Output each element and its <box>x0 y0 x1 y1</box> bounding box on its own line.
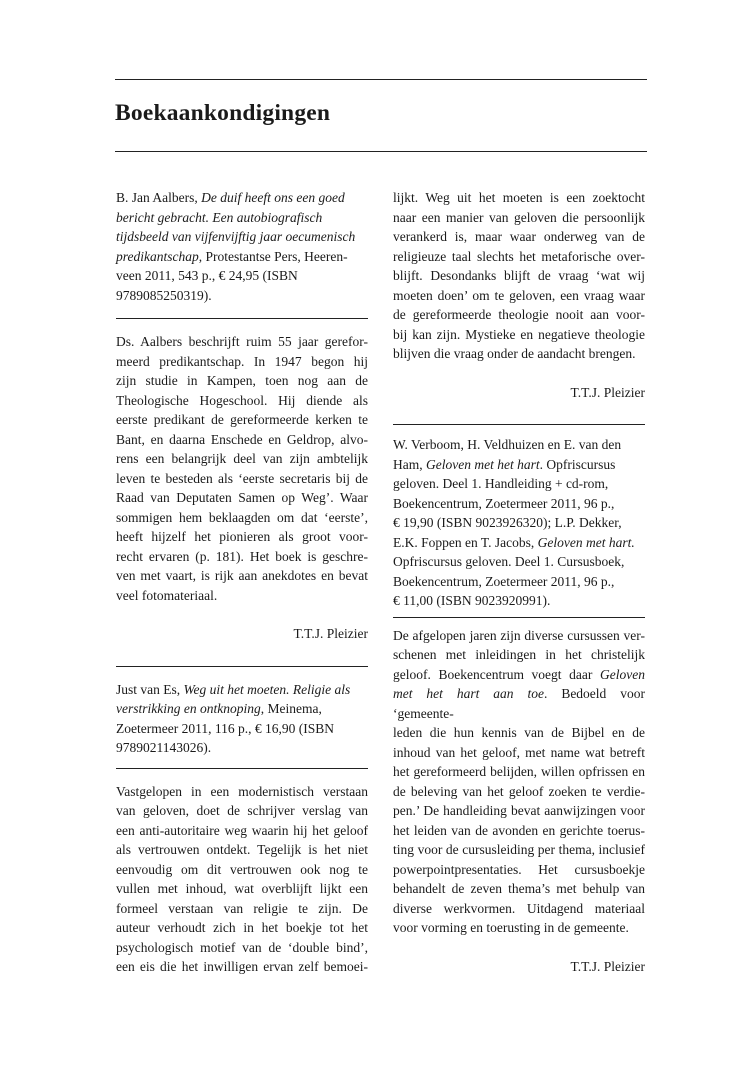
divider <box>116 666 368 667</box>
citation-verboom: W. Verboom, H. Veldhuizen en E. van den Ham, Geloven met het hart. Opfriscursus geloven. Deel 1. Handleiding + cd-rom, Boekencentrum, Zoetermeer 2011, 96 p., € 19,90 (ISBN 9023926320); L.P. Dekker, E.K. Foppen en T. Jacobs, Geloven met hart. Opfriscursus geloven. Deel 1. Cursusboek, Boekencentrum, Zoetermeer 2011, 96 p., € 11,00 (ISBN 9023920991). <box>393 437 635 608</box>
divider <box>116 768 368 769</box>
citation-van-es: Just van Es, Weg uit het moeten. Religie als verstrikking en ontknoping, Meinema, Zoetermeer 2011, 116 p., € 16,90 (ISBN 9789021143026). <box>116 681 351 755</box>
review-body-van-es-continued: lijkt. Weg uit het moeten is een zoektocht naar een manier van geloven die persoonlijk verankerd is, maar waar onderweg van de religieuze taal slechts het metaforische over- blijft. Desondanks blijft de vraag ‘wat wij moeten doen’ om te geloven, een vraag waar de gereformeerde theologie nooit aan voor- bij kan zijn. Mystieke en negatieve theologie blijven die vraag onder de aandacht brengen. <box>393 190 645 361</box>
title-rule <box>115 151 647 152</box>
signature: T.T.J. Pleizier <box>570 958 645 974</box>
signature: T.T.J. Pleizier <box>570 384 645 400</box>
review-body-van-es: Vastgelopen in een modernistisch verstaan van geloven, doet de schrijver verslag van een anti-autoritaire weg waarin hij het geloof als vertrouwen ontdekt. Tegelijk is het niet eenvoudig om dit vertrouwen ook nog te vullen met inhoud, wat overblijft lijkt een formeel verstaan van religie te zijn. De auteur verhoudt zich in het boekje tot het psychologisch motief van de ‘double bind’, een eis die het inwilligen ervan zelf bemoei- <box>116 783 368 974</box>
left-column <box>116 188 368 977</box>
signature: T.T.J. Pleizier <box>293 626 368 641</box>
divider <box>393 617 645 618</box>
divider <box>116 318 368 319</box>
review-body-verboom: De afgelopen jaren zijn diverse cursussen ver- schenen met inleidingen in het christelijk geloof. Boekencentrum voegt daar Geloven met het hart aan toe. Bedoeld voor ‘gemeente- leden die hun kennis van de Bijbel en de inhoud van het geloof, met name wat betreft het gereformeerd belijden, willen opfrissen en de beleving van het geloof zoeken te verdie- pen.’ De handleiding bevat aanwijzingen voor het leiden van de avonden en gerichte toerus- ting voor de cursusleiding per thema, inclusief powerpointpresentaties. Het cursusboekje behandelt de zeven thema’s met behulp van diverse werkvormen. Uitdagend materiaal voor vorming en toerusting in de gemeente. <box>393 627 645 935</box>
right-column <box>393 188 645 976</box>
page-title: Boekaankondigingen <box>115 100 331 126</box>
review-body-aalbers: Ds. Aalbers beschrijft ruim 55 jaar gerefor- meerd predikantschap. In 1947 begon hij zijn studie in Kampen, toen nog aan de Theologische Hogeschool. Hij diende als eerste predikant de gereformeerde kerken te Bant, en daarna Enschede en Geldrop, alvo- rens een belangrijk deel van zijn ambtelijk leven te besteden als ‘eerste secretaris bij de Raad van Deputaten Samen op Weg’. Waar sommigen hem beklaagden om dat ‘eerste’, heeft hijzelf het pionieren als groot voor- recht ervaren (p. 181). Het boek is geschre- ven met vaart, is rijk aan anekdotes en bevat veel fotomateriaal. <box>116 334 368 603</box>
citation-aalbers: B. Jan Aalbers, De duif heeft ons een goed bericht gebracht. Een autobiografisch tijdsbeeld van vijfenvijftig jaar oecumenisch predikantschap, Protestantse Pers, Heeren- veen 2011, 543 p., € 24,95 (ISBN 9789085250319). <box>116 190 356 303</box>
divider <box>393 424 645 425</box>
top-rule <box>115 79 647 80</box>
